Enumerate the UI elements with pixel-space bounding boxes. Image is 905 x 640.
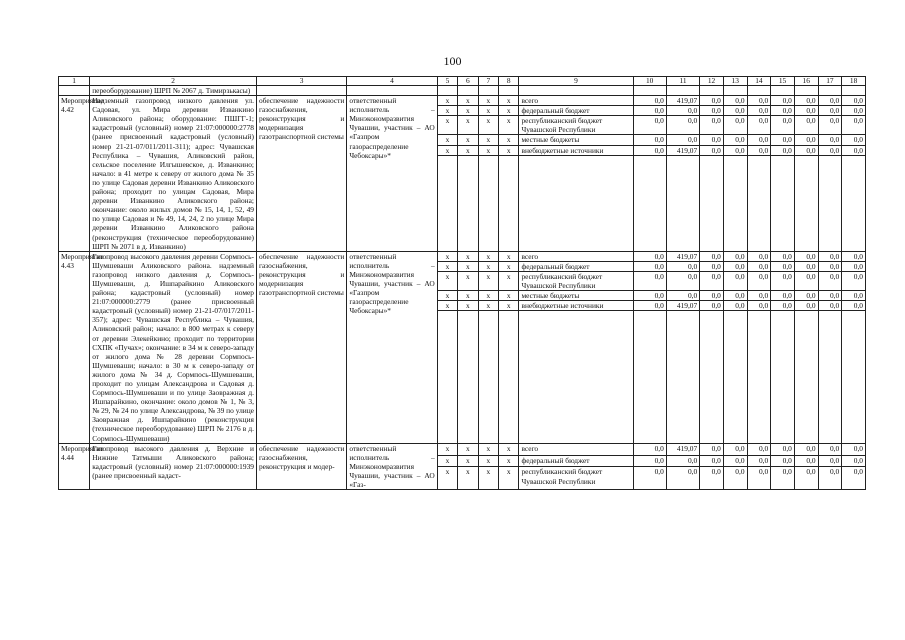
funding-value: 0,0 <box>723 443 747 455</box>
funding-value: 0,0 <box>723 467 747 490</box>
funding-source-name: республиканский бюджет Чувашской Республики <box>519 271 633 290</box>
code-cell: x <box>478 467 498 490</box>
funding-value: 0,0 <box>700 301 724 311</box>
code-cell: x <box>458 106 478 116</box>
funding-value: 0,0 <box>842 251 866 261</box>
funding-value: 0,0 <box>747 271 771 290</box>
continuation-row <box>59 86 866 96</box>
funding-value: 0,0 <box>700 251 724 261</box>
column-header: 4 <box>347 77 437 86</box>
funding-value: 0,0 <box>633 271 666 290</box>
funding-value: 0,0 <box>747 291 771 301</box>
column-header: 6 <box>458 77 478 86</box>
funding-value: 0,0 <box>818 455 842 467</box>
funding-value: 0,0 <box>771 135 795 145</box>
table-body <box>59 86 866 490</box>
code-cell: x <box>458 116 478 135</box>
code-cell: x <box>478 301 498 311</box>
funding-value: 0,0 <box>842 291 866 301</box>
funding-value: 0,0 <box>633 251 666 261</box>
funding-value: 0,0 <box>771 271 795 290</box>
funding-value: 0,0 <box>818 96 842 106</box>
code-cell: x <box>437 145 457 155</box>
code-cell: x <box>458 455 478 467</box>
funding-value: 0,0 <box>818 301 842 311</box>
funding-value: 0,0 <box>633 96 666 106</box>
funding-value: 0,0 <box>771 106 795 116</box>
funding-value: 0,0 <box>700 261 724 271</box>
column-header: 13 <box>723 77 747 86</box>
funding-value: 0,0 <box>747 116 771 135</box>
funding-value: 0,0 <box>633 145 666 155</box>
funding-value: 0,0 <box>700 135 724 145</box>
code-cell: x <box>437 443 457 455</box>
funding-source-name: федеральный бюджет <box>519 455 633 467</box>
code-cell: x <box>458 251 478 261</box>
funding-value: 0,0 <box>818 106 842 116</box>
measure-number: Мероприятие 4.43 <box>59 251 90 443</box>
code-cell: x <box>458 301 478 311</box>
funding-value: 0,0 <box>723 291 747 301</box>
measure-goal: обеспечение надежности газоснабжения, реконструкция и модернизация газотранспортной системы <box>256 251 346 443</box>
column-header: 11 <box>666 77 699 86</box>
funding-value: 0,0 <box>747 145 771 155</box>
code-cell: x <box>478 106 498 116</box>
funding-value: 0,0 <box>771 251 795 261</box>
code-cell: x <box>437 251 457 261</box>
funding-value: 0,0 <box>771 96 795 106</box>
funding-value: 0,0 <box>700 106 724 116</box>
code-cell: x <box>458 271 478 290</box>
column-header: 16 <box>794 77 818 86</box>
measure-goal: обеспечение надежности газоснабжения, реконструкция и модернизация газотранспортной системы <box>256 96 346 252</box>
funding-value: 419,07 <box>666 145 699 155</box>
column-header: 3 <box>256 77 346 86</box>
funding-value: 0,0 <box>794 271 818 290</box>
code-cell: x <box>437 301 457 311</box>
funding-value: 0,0 <box>633 261 666 271</box>
funding-source-name: местные бюджеты <box>519 291 633 301</box>
funding-value: 0,0 <box>723 106 747 116</box>
funding-value: 0,0 <box>633 291 666 301</box>
column-header: 2 <box>90 77 257 86</box>
funding-value: 0,0 <box>794 251 818 261</box>
funding-value: 0,0 <box>723 135 747 145</box>
funding-value: 0,0 <box>700 96 724 106</box>
code-cell: x <box>478 135 498 145</box>
funding-value: 0,0 <box>666 271 699 290</box>
code-cell: x <box>499 291 519 301</box>
measure-executor: ответственный исполнитель – Минэкономразвития Чувашии, участник – АО «Газпром газораспределение Чебоксары»* <box>347 96 437 252</box>
funding-value: 0,0 <box>747 135 771 145</box>
funding-value: 0,0 <box>700 291 724 301</box>
code-cell: x <box>478 261 498 271</box>
funding-value: 0,0 <box>747 301 771 311</box>
measure-number: Мероприятие 4.44 <box>59 443 90 489</box>
funding-value: 0,0 <box>747 455 771 467</box>
funding-value: 0,0 <box>633 467 666 490</box>
funding-value: 0,0 <box>700 455 724 467</box>
funding-value: 0,0 <box>818 145 842 155</box>
funding-value: 0,0 <box>842 443 866 455</box>
funding-source-name: республиканский бюджет Чувашской Республики <box>519 116 633 135</box>
code-cell: x <box>478 145 498 155</box>
code-cell: x <box>437 106 457 116</box>
code-cell: x <box>458 291 478 301</box>
funding-value: 0,0 <box>747 467 771 490</box>
funding-value: 0,0 <box>666 116 699 135</box>
measure-object: Газопровод высокого давления д. Верхние и Нижние Татмыши Аликовского района; кадастровый (условный) номер 21:07:000000:1939 (ранее присвоенный кадаст- <box>90 443 257 489</box>
code-cell: x <box>478 291 498 301</box>
funding-value: 0,0 <box>666 106 699 116</box>
code-cell: x <box>478 96 498 106</box>
page-number: 100 <box>443 54 462 68</box>
funding-value: 0,0 <box>794 455 818 467</box>
header-row <box>59 77 866 86</box>
code-cell: x <box>458 443 478 455</box>
code-cell: x <box>499 96 519 106</box>
funding-value: 0,0 <box>794 145 818 155</box>
continuation-text: переоборудование) ШРП № 2067 д. Тимирзькасы) <box>90 86 257 96</box>
funding-source-row <box>59 96 866 106</box>
funding-source-name: всего <box>519 96 633 106</box>
funding-value: 0,0 <box>700 271 724 290</box>
measure-executor: ответственный исполнитель – Минэкономразвития Чувашии, участник – АО «Газпром газораспределение Чебоксары»* <box>347 251 437 443</box>
funding-value: 0,0 <box>771 291 795 301</box>
code-cell: x <box>458 135 478 145</box>
code-cell: x <box>499 467 519 490</box>
funding-value: 0,0 <box>842 135 866 145</box>
code-cell: x <box>437 271 457 290</box>
funding-value: 0,0 <box>723 116 747 135</box>
funding-value: 0,0 <box>771 467 795 490</box>
funding-value: 0,0 <box>818 251 842 261</box>
funding-value: 0,0 <box>818 261 842 271</box>
code-cell: x <box>478 443 498 455</box>
funding-source-row <box>59 443 866 455</box>
funding-source-name: всего <box>519 251 633 261</box>
code-cell: x <box>437 291 457 301</box>
column-header: 8 <box>499 77 519 86</box>
measure-goal: обеспечение надежности газоснабжения, реконструкция и модер- <box>256 443 346 489</box>
code-cell: x <box>499 455 519 467</box>
funding-value: 0,0 <box>723 145 747 155</box>
funding-value: 0,0 <box>700 116 724 135</box>
funding-value: 0,0 <box>747 96 771 106</box>
measure-object: Газопровод высокого давления деревни Сормпось-Шумшеваши Аликовского района. надземный газопровод низкого давления д. Сормпось-Шумшеваши, д. Ишпарайкино Аликовского района; кадастровый (условный) номер 21:07:000000:2779 (ранее присвоенный кадастровый (условный) номер 21-21-07/017/2011-357); адрес: Чувашская Республика – Чувашия, Аликовский район; начало: в 800 метрах к северу от деревни Элекейкино; проходит по территории СХПК «Пучах»; окончание: в 34 м к северо-западу от жилого дома № 28 деревни Сормпось-Шумшеваши; начало: в 30 м к северо-западу от жилого дома № 34 д. Сормпось-Шумшеваши, проходит по улицам Александрова и Садовая д. Сормпось-Шумшеваши и по улице Заовражная д. Ишпарайкино, окончание: около домов № 1, № 3, № 29, № 24 по улице Александрова, № 39 по улице Заовражная д. Ишпарайкино (реконструкция (техническое переоборудование) ШРП № 2176 в д. Сормпось-Шумшеваши) <box>90 251 257 443</box>
funding-value: 419,07 <box>666 96 699 106</box>
column-header: 7 <box>478 77 498 86</box>
funding-value: 0,0 <box>633 106 666 116</box>
code-cell: x <box>499 301 519 311</box>
funding-value: 0,0 <box>794 291 818 301</box>
code-cell: x <box>499 116 519 135</box>
funding-value: 0,0 <box>666 455 699 467</box>
code-cell: x <box>499 443 519 455</box>
funding-source-name: республиканский бюджет Чувашской Республики <box>519 467 633 490</box>
funding-source-name: внебюджетные источники <box>519 145 633 155</box>
measure-executor: ответственный исполнитель – Минэкономразвития Чувашии, участник – АО «Газ- <box>347 443 437 489</box>
program-table <box>58 76 866 490</box>
funding-value: 0,0 <box>700 467 724 490</box>
funding-value: 0,0 <box>818 271 842 290</box>
funding-value: 0,0 <box>723 251 747 261</box>
funding-value: 0,0 <box>842 116 866 135</box>
funding-value: 0,0 <box>794 443 818 455</box>
funding-source-name: всего <box>519 443 633 455</box>
funding-value: 0,0 <box>794 261 818 271</box>
code-cell: x <box>458 261 478 271</box>
funding-value: 0,0 <box>633 135 666 145</box>
funding-value: 0,0 <box>747 106 771 116</box>
funding-value: 419,07 <box>666 443 699 455</box>
funding-value: 0,0 <box>818 443 842 455</box>
funding-source-name: федеральный бюджет <box>519 261 633 271</box>
funding-value: 419,07 <box>666 301 699 311</box>
code-cell: x <box>458 145 478 155</box>
funding-value: 0,0 <box>818 291 842 301</box>
column-header: 17 <box>818 77 842 86</box>
funding-value: 0,0 <box>818 116 842 135</box>
funding-value: 419,07 <box>666 251 699 261</box>
funding-value: 0,0 <box>842 455 866 467</box>
code-cell: x <box>437 467 457 490</box>
funding-value: 0,0 <box>794 106 818 116</box>
code-cell: x <box>437 96 457 106</box>
code-cell: x <box>458 467 478 490</box>
column-header: 14 <box>747 77 771 86</box>
funding-source-name: местные бюджеты <box>519 135 633 145</box>
funding-value: 0,0 <box>842 261 866 271</box>
funding-value: 0,0 <box>666 291 699 301</box>
funding-value: 0,0 <box>633 455 666 467</box>
funding-source-name: федеральный бюджет <box>519 106 633 116</box>
column-header: 9 <box>519 77 633 86</box>
code-cell: x <box>478 251 498 261</box>
funding-value: 0,0 <box>771 455 795 467</box>
code-cell: x <box>499 145 519 155</box>
funding-value: 0,0 <box>771 443 795 455</box>
funding-value: 0,0 <box>842 145 866 155</box>
funding-value: 0,0 <box>633 443 666 455</box>
funding-value: 0,0 <box>723 301 747 311</box>
code-cell: x <box>437 135 457 145</box>
funding-value: 0,0 <box>771 301 795 311</box>
funding-value: 0,0 <box>771 145 795 155</box>
code-cell: x <box>499 261 519 271</box>
funding-value: 0,0 <box>794 116 818 135</box>
measure-number: Мероприятие 4.42 <box>59 96 90 252</box>
funding-value: 0,0 <box>666 135 699 145</box>
funding-value: 0,0 <box>633 116 666 135</box>
column-header: 18 <box>842 77 866 86</box>
code-cell: x <box>499 271 519 290</box>
column-header: 12 <box>700 77 724 86</box>
funding-source-row <box>59 251 866 261</box>
code-cell: x <box>499 106 519 116</box>
funding-value: 0,0 <box>723 271 747 290</box>
funding-value: 0,0 <box>747 443 771 455</box>
code-cell: x <box>478 455 498 467</box>
column-header: 1 <box>59 77 90 86</box>
funding-value: 0,0 <box>794 467 818 490</box>
funding-value: 0,0 <box>633 301 666 311</box>
funding-value: 0,0 <box>842 301 866 311</box>
funding-value: 0,0 <box>700 145 724 155</box>
funding-value: 0,0 <box>723 455 747 467</box>
funding-value: 0,0 <box>842 467 866 490</box>
funding-value: 0,0 <box>747 261 771 271</box>
code-cell: x <box>437 455 457 467</box>
funding-value: 0,0 <box>747 251 771 261</box>
funding-value: 0,0 <box>842 106 866 116</box>
funding-value: 0,0 <box>818 135 842 145</box>
column-header: 15 <box>771 77 795 86</box>
code-cell: x <box>499 135 519 145</box>
funding-value: 0,0 <box>771 116 795 135</box>
funding-value: 0,0 <box>771 261 795 271</box>
measure-object: Надземный газопровод низкого давления ул. Садовая, ул. Мира деревни Изванкино Аликовского района; оборудование: ПШГГ-1; кадастровый (условный) номер 21:07:000000:2778 (ранее присвоенный кадастровый (условный) номер 21-21-07/011/2011-311); адрес: Чувашская Республика – Чувашия, Аликовский район, сельское поселение Илгышевское, д. Изванкино; начало: в 41 метре к северу от жилого дома № 35 по улице Садовая деревни Изванкино Аликовского района; проходит по улицам Садовая, Мира деревни Изванкино Аликовского района; окончание: около жилых домов № 15, 14, 1, 52, 49 по улице Садовая и № 49, 14, 24, 2 по улице Мира деревни Изванкино Аликовского района (реконструкция (техническое переоборудование) ШРП № 2071 в д. Изванкино) <box>90 96 257 252</box>
funding-value: 0,0 <box>818 467 842 490</box>
funding-value: 0,0 <box>666 261 699 271</box>
funding-value: 0,0 <box>842 271 866 290</box>
cell-number <box>59 86 90 96</box>
funding-value: 0,0 <box>794 135 818 145</box>
code-cell: x <box>458 96 478 106</box>
column-header: 5 <box>437 77 457 86</box>
code-cell: x <box>437 116 457 135</box>
funding-source-name: внебюджетные источники <box>519 301 633 311</box>
funding-value: 0,0 <box>842 96 866 106</box>
funding-value: 0,0 <box>700 443 724 455</box>
funding-value: 0,0 <box>723 261 747 271</box>
code-cell: x <box>478 271 498 290</box>
funding-value: 0,0 <box>794 96 818 106</box>
funding-value: 0,0 <box>794 301 818 311</box>
code-cell: x <box>437 261 457 271</box>
column-header: 10 <box>633 77 666 86</box>
funding-value: 0,0 <box>666 467 699 490</box>
code-cell: x <box>499 251 519 261</box>
code-cell: x <box>478 116 498 135</box>
funding-value: 0,0 <box>723 96 747 106</box>
